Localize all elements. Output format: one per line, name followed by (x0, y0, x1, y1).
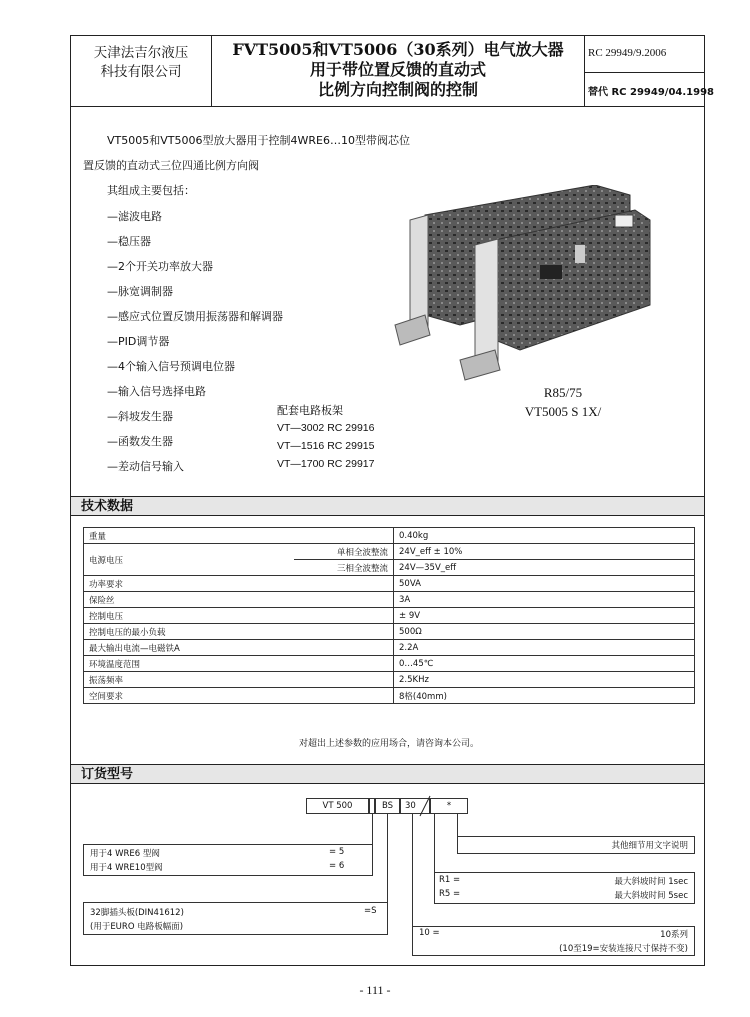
code-base: VT 500 (306, 798, 369, 814)
other-details-box (457, 836, 695, 854)
series-code: 10 = (419, 928, 440, 938)
component-item: —脉宽调制器 (107, 285, 173, 298)
table-row (84, 672, 695, 688)
amplifier-card-photo (380, 185, 660, 385)
spec-label: 振荡频率 (84, 672, 394, 688)
table-row (84, 608, 695, 624)
intro-line-1: VT5005和VT5006型放大器用于控制4WRE6…10型带阀芯位 (107, 134, 410, 147)
table-row (84, 528, 695, 544)
header-col-divider (584, 35, 585, 106)
component-item: —4个输入信号预调电位器 (107, 360, 235, 373)
table-row (84, 656, 695, 672)
page-number: - 111 - (359, 983, 391, 997)
spec-label: 保险丝 (84, 592, 394, 608)
component-item: —PID调节器 (107, 335, 170, 348)
spec-sublabel: 三相全波整流 (294, 560, 394, 576)
spec-label: 最大输出电流—电磁铁A (84, 640, 394, 656)
rack-item: VT—1700 RC 29917 (277, 458, 375, 470)
ramp-code: R5 = (439, 889, 461, 899)
table-row (84, 592, 695, 608)
spec-label: 空间要求 (84, 688, 394, 704)
valve-option-box (83, 844, 373, 876)
component-item: —滤波电路 (107, 210, 162, 223)
table-row (84, 624, 695, 640)
spec-value: 0.40kg (394, 528, 695, 544)
connector-option: (用于EURO 电路板幅面) (90, 922, 184, 932)
tech-note: 对超出上述参数的应用场合，请咨询本公司。 (298, 739, 479, 749)
connector-code: =S (364, 906, 377, 916)
connector-line (387, 814, 388, 914)
ramp-option-box (434, 872, 695, 904)
rack-item: VT—3002 RC 29916 (277, 422, 375, 434)
company-name: 天津法吉尔液压 科技有限公司 (93, 45, 189, 80)
document-title: FVT5005和VT5006（30系列）电气放大器 用于带位置反馈的直动式 比例方向控制阀的控制 (232, 40, 564, 99)
components-heading: 其组成主要包括： (107, 184, 195, 197)
valve-code: = 6 (329, 861, 345, 871)
table-row (84, 544, 695, 560)
table-row (84, 576, 695, 592)
component-item: —2个开关功率放大器 (107, 260, 213, 273)
series-desc: 10系列 (660, 930, 688, 940)
spec-value: 24V—35V_eff (394, 560, 695, 576)
spec-value: 8格(40mm) (394, 688, 695, 704)
spec-value: 500Ω (394, 624, 695, 640)
series-note: (10至19=安装连接尺寸保持不变) (559, 944, 688, 954)
ramp-desc: 最大斜坡时间 1sec (614, 877, 688, 887)
rack-item: VT—1516 RC 29915 (277, 440, 375, 452)
series-box (412, 926, 695, 956)
code-connector: BS (375, 798, 400, 814)
spec-value: 0…45℃ (394, 656, 695, 672)
section-tech-data: 技术数据 (71, 496, 704, 516)
code-other: * (430, 798, 468, 814)
table-row (84, 688, 695, 704)
code-slash (418, 795, 432, 817)
spec-label: 控制电压的最小负载 (84, 624, 394, 640)
spec-value: 24V_eff ± 10% (394, 544, 695, 560)
rack-heading: 配套电路板架 (277, 405, 343, 417)
spec-label: 环境温度范围 (84, 656, 394, 672)
spec-table (83, 527, 695, 704)
spec-value: 50VA (394, 576, 695, 592)
code-series: 30 (400, 798, 430, 814)
photo-caption-2: VT5005 S 1X/ (524, 404, 602, 419)
spec-value: ± 9V (394, 608, 695, 624)
spec-label: 功率要求 (84, 576, 394, 592)
connector-option-box (83, 902, 388, 935)
photo-caption-1: R85/75 (543, 385, 583, 400)
component-item: —差动信号输入 (107, 460, 184, 473)
connector-line (372, 814, 373, 844)
component-item: —输入信号选择电路 (107, 385, 206, 398)
connector-line (434, 814, 435, 872)
valve-option: 用于4 WRE10型阀 (90, 863, 163, 873)
spec-label: 重量 (84, 528, 394, 544)
other-details: 其他细节用文字说明 (611, 841, 688, 851)
valve-code: = 5 (329, 847, 345, 857)
spec-value: 3A (394, 592, 695, 608)
spec-sublabel: 单相全波整流 (294, 544, 394, 560)
spec-label: 控制电压 (84, 608, 394, 624)
component-item: —稳压器 (107, 235, 151, 248)
connector-line (412, 814, 413, 926)
spec-label: 电源电压 (84, 544, 294, 576)
intro-line-2: 置反馈的直动式三位四通比例方向阀 (83, 159, 259, 172)
rc-number: RC 29949/9.2006 (588, 47, 667, 59)
header-divider (71, 106, 704, 107)
section-ordering-code: 订货型号 (71, 764, 704, 784)
rc-replaces: 替代 RC 29949/04.1998 (588, 87, 714, 98)
ramp-code: R1 = (439, 875, 461, 885)
component-item: —感应式位置反馈用振荡器和解调器 (107, 310, 283, 323)
component-item: —函数发生器 (107, 435, 173, 448)
spec-value: 2.5KHz (394, 672, 695, 688)
connector-option: 32脚插头板(DIN41612) (90, 908, 184, 918)
component-item: —斜坡发生器 (107, 410, 173, 423)
table-row (84, 640, 695, 656)
valve-option: 用于4 WRE6 型阀 (90, 849, 160, 859)
header-rc-divider (584, 72, 705, 73)
ramp-desc: 最大斜坡时间 5sec (614, 891, 688, 901)
spec-value: 2.2A (394, 640, 695, 656)
